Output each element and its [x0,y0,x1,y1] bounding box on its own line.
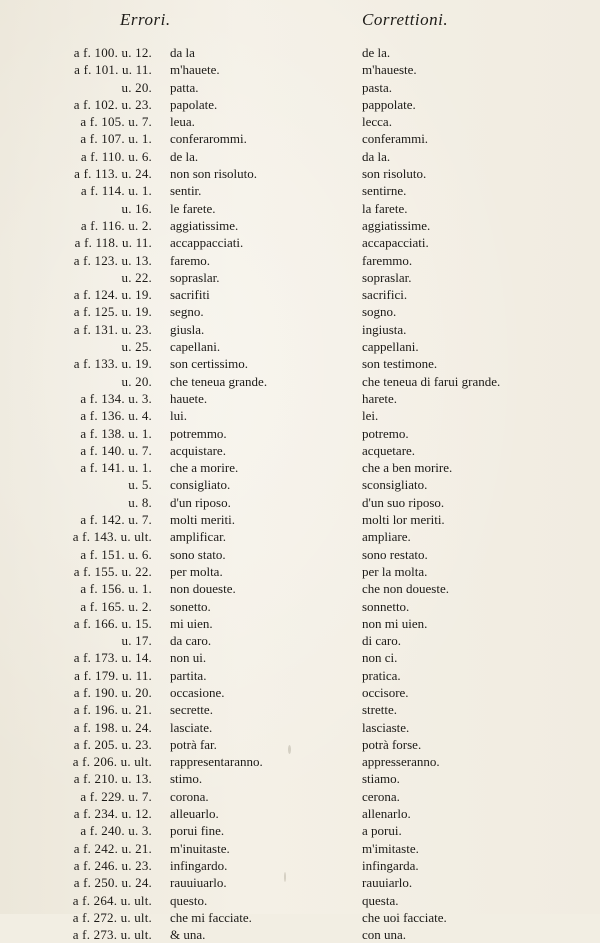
table-row [0,511,600,528]
table-row [0,528,600,545]
error-text: questo. [170,892,208,908]
page-line-reference: a f. 136. u. 4. [80,408,152,424]
table-row [0,407,600,424]
correction-text: molti lor meriti. [362,512,445,528]
page-line-reference: a f. 140. u. 7. [80,442,152,458]
error-text: occasione. [170,684,225,700]
page-line-reference: u. 5. [128,477,152,493]
correction-text: sconsigliato. [362,477,428,493]
error-text: che a morire. [170,460,239,476]
error-text: non son risoluto. [170,166,258,182]
error-text: capellani. [170,339,221,355]
table-row [0,182,600,199]
correction-text: non ci. [362,650,398,666]
correction-text: potremo. [362,425,409,441]
page-line-reference: a f. 166. u. 15. [73,615,152,631]
error-text: acquistare. [170,442,226,458]
error-text: corona. [170,788,209,804]
error-text: m'inuitaste. [170,840,230,856]
error-text: partita. [170,667,207,683]
correction-text: lasciaste. [362,719,410,735]
error-text: sonetto. [170,598,211,614]
correction-text: acquetare. [362,442,416,458]
table-row [0,338,600,355]
correction-text: son testimone. [362,356,438,372]
error-text: molti meriti. [170,512,235,528]
correction-text: rauuiarlo. [362,875,413,891]
error-text: infingardo. [170,857,228,873]
page-line-reference: a f. 229. u. 7. [80,788,152,804]
errata-table [0,44,600,943]
error-text: non doueste. [170,581,236,597]
page-line-reference: a f. 143. u. ult. [72,529,152,545]
correction-text: questa. [362,892,399,908]
error-text: segno. [170,304,204,320]
error-text: stimo. [170,771,203,787]
correction-text: infingarda. [362,857,419,873]
table-row [0,148,600,165]
error-text: papolate. [170,96,218,112]
ink-spot [284,872,286,882]
table-row [0,632,600,649]
error-text: sentir. [170,183,202,199]
error-text: hauete. [170,390,208,406]
page-line-reference: a f. 100. u. 12. [73,45,152,60]
table-row [0,286,600,303]
table-row [0,303,600,320]
error-text: da la [170,45,195,60]
page-line-reference: a f. 105. u. 7. [80,114,152,130]
table-row [0,96,600,113]
page-line-reference: a f. 123. u. 13. [73,252,152,268]
page-line-reference: a f. 156. u. 1. [80,581,152,597]
table-row [0,615,600,632]
page-line-reference: a f. 116. u. 2. [80,217,152,233]
correction-text: d'un suo riposo. [362,494,445,510]
table-row [0,822,600,839]
page-line-reference: a f. 234. u. 12. [73,806,152,822]
correction-text: sogno. [362,304,397,320]
page-line-reference: a f. 142. u. 7. [80,512,152,528]
page-line-reference: u. 25. [121,339,152,355]
error-text: consigliato. [170,477,231,493]
table-row [0,805,600,822]
error-text: porui fine. [170,823,225,839]
table-row [0,390,600,407]
table-row [0,770,600,787]
error-text: per molta. [170,563,223,579]
table-row [0,79,600,96]
page-line-reference: u. 20. [121,79,152,95]
error-text: lasciate. [170,719,213,735]
page-line-reference: a f. 250. u. 24. [73,875,152,891]
correction-text: non mi uien. [362,615,428,631]
page-line-reference: a f. 165. u. 2. [80,598,152,614]
correction-text: sono restato. [362,546,428,562]
correction-text: potrà forse. [362,736,422,752]
error-text: mi uien. [170,615,213,631]
correction-text: harete. [362,390,398,406]
table-row [0,684,600,701]
table-row [0,546,600,563]
error-text: leua. [170,114,195,130]
table-row [0,373,600,390]
table-row [0,892,600,909]
page-line-reference: a f. 173. u. 14. [73,650,152,666]
table-row [0,788,600,805]
table-row [0,459,600,476]
table-row [0,321,600,338]
page-line-reference: u. 8. [128,494,152,510]
correction-text: lecca. [362,114,392,130]
error-text: accappacciati. [170,235,244,251]
correction-text: strette. [362,702,398,718]
error-text: d'un riposo. [170,494,231,510]
table-row [0,425,600,442]
table-row [0,909,600,926]
correction-text: sentirne. [362,183,407,199]
table-row [0,252,600,269]
page-line-reference: a f. 124. u. 19. [73,287,152,303]
correction-text: sonnetto. [362,598,410,614]
page-line-reference: a f. 264. u. ult. [72,892,152,908]
error-text: sopraslar. [170,269,220,285]
page-line-reference: a f. 190. u. 20. [73,684,152,700]
page-line-reference: a f. 141. u. 1. [80,460,152,476]
page-line-reference: a f. 196. u. 21. [73,702,152,718]
error-text: lui. [170,408,187,424]
table-row [0,355,600,372]
page-line-reference: u. 17. [121,633,152,649]
page-line-reference: a f. 151. u. 6. [80,546,152,562]
table-row [0,753,600,770]
error-text: rauuiuarlo. [170,875,227,891]
error-text: aggiatissime. [170,217,239,233]
page-line-reference: u. 22. [121,269,152,285]
page-line-reference: a f. 242. u. 21. [73,840,152,856]
page-line-reference: a f. 210. u. 13. [73,771,152,787]
table-row [0,442,600,459]
page-line-reference: a f. 179. u. 11. [74,667,152,683]
correction-text: conferammi. [362,131,429,147]
ink-spot [288,745,291,754]
page-line-reference: a f. 273. u. ult. [72,927,152,943]
correction-text: pappolate. [362,96,416,112]
error-text: da caro. [170,633,212,649]
correction-text: che teneua di farui grande. [362,373,501,389]
table-row [0,494,600,511]
correction-text: a porui. [362,823,402,839]
error-text: faremo. [170,252,211,268]
error-text: rappresentaranno. [170,754,263,770]
correction-text: la farete. [362,200,408,216]
page-line-reference: a f. 155. u. 22. [73,563,152,579]
correction-text: che uoi facciate. [362,909,447,925]
page-line-reference: a f. 133. u. 19. [73,356,152,372]
error-text: de la. [170,148,199,164]
page-line-reference: a f. 102. u. 23. [73,96,152,112]
correction-text: ampliare. [362,529,411,545]
page-line-reference: a f. 134. u. 3. [80,390,152,406]
table-row [0,269,600,286]
error-text: secrette. [170,702,213,718]
page-line-reference: a f. 131. u. 23. [73,321,152,337]
error-text: che mi facciate. [170,909,252,925]
table-row [0,667,600,684]
correction-text: che non doueste. [362,581,450,597]
error-text: potrà far. [170,736,217,752]
page-line-reference: a f. 246. u. 23. [73,857,152,873]
table-row [0,649,600,666]
table-row [0,113,600,130]
correction-text: occisore. [362,684,409,700]
error-text: patta. [170,79,199,95]
table-row [0,61,600,78]
table-row [0,926,600,943]
correction-text: pasta. [362,79,392,95]
error-text: son certissimo. [170,356,248,372]
error-text: amplificar. [170,529,226,545]
correction-text: faremmo. [362,252,413,268]
error-text: sono stato. [170,546,226,562]
correction-text: allenarlo. [362,806,411,822]
table-row [0,217,600,234]
table-row [0,234,600,251]
page-line-reference: a f. 118. u. 11. [74,235,152,251]
error-text: conferarommi. [170,131,247,147]
correction-text: accapacciati. [362,235,429,251]
error-text: non ui. [170,650,207,666]
page-line-reference: a f. 205. u. 23. [73,736,152,752]
correction-text: ingiusta. [362,321,407,337]
correction-text: de la. [362,45,391,60]
table-row [0,130,600,147]
table-row [0,165,600,182]
error-text: alleuarlo. [170,806,219,822]
correction-text: m'haueste. [362,62,417,78]
table-row [0,200,600,217]
error-text: sacrifiti [170,287,210,303]
error-text: potremmo. [170,425,227,441]
page-line-reference: a f. 138. u. 1. [80,425,152,441]
correction-text: sacrifici. [362,287,408,303]
table-row [0,874,600,891]
correction-text: son risoluto. [362,166,427,182]
table-row [0,476,600,493]
page-line-reference: u. 16. [121,200,152,216]
table-row [0,598,600,615]
correction-text: appresseranno. [362,754,440,770]
page-line-reference: a f. 107. u. 1. [80,131,152,147]
correction-text: cappellani. [362,339,419,355]
correction-text: cerona. [362,788,400,804]
correction-text: per la molta. [362,563,428,579]
correction-text: sopraslar. [362,269,412,285]
page-line-reference: a f. 198. u. 24. [73,719,152,735]
page-line-reference: a f. 240. u. 3. [80,823,152,839]
correction-text: lei. [362,408,379,424]
table-row [0,701,600,718]
error-text: m'hauete. [170,62,220,78]
error-text: le farete. [170,200,216,216]
table-row [0,44,600,61]
correction-text: di caro. [362,633,401,649]
errori-heading: Errori. [120,10,171,29]
correction-text: aggiatissime. [362,217,431,233]
table-row [0,563,600,580]
correction-text: che a ben morire. [362,460,453,476]
page-line-reference: a f. 101. u. 11. [74,62,152,78]
error-text: giusla. [170,321,205,337]
table-row [0,719,600,736]
page-line-reference: a f. 272. u. ult. [72,909,152,925]
page-line-reference: u. 20. [121,373,152,389]
table-row [0,736,600,753]
page-line-reference: a f. 114. u. 1. [80,183,152,199]
correttioni-heading: Correttioni. [362,10,449,29]
table-row [0,840,600,857]
correction-text: pratica. [362,667,401,683]
correction-text: m'imitaste. [362,840,419,856]
correction-text: stiamo. [362,771,400,787]
error-text: che teneua grande. [170,373,268,389]
page-line-reference: a f. 110. u. 6. [80,148,152,164]
correction-text: da la. [362,148,391,164]
page-line-reference: a f. 125. u. 19. [73,304,152,320]
table-row [0,580,600,597]
correction-text: con una. [362,927,407,943]
table-row [0,857,600,874]
page-line-reference: a f. 113. u. 24. [74,166,152,182]
error-text: & una. [170,927,206,943]
page-line-reference: a f. 206. u. ult. [72,754,152,770]
